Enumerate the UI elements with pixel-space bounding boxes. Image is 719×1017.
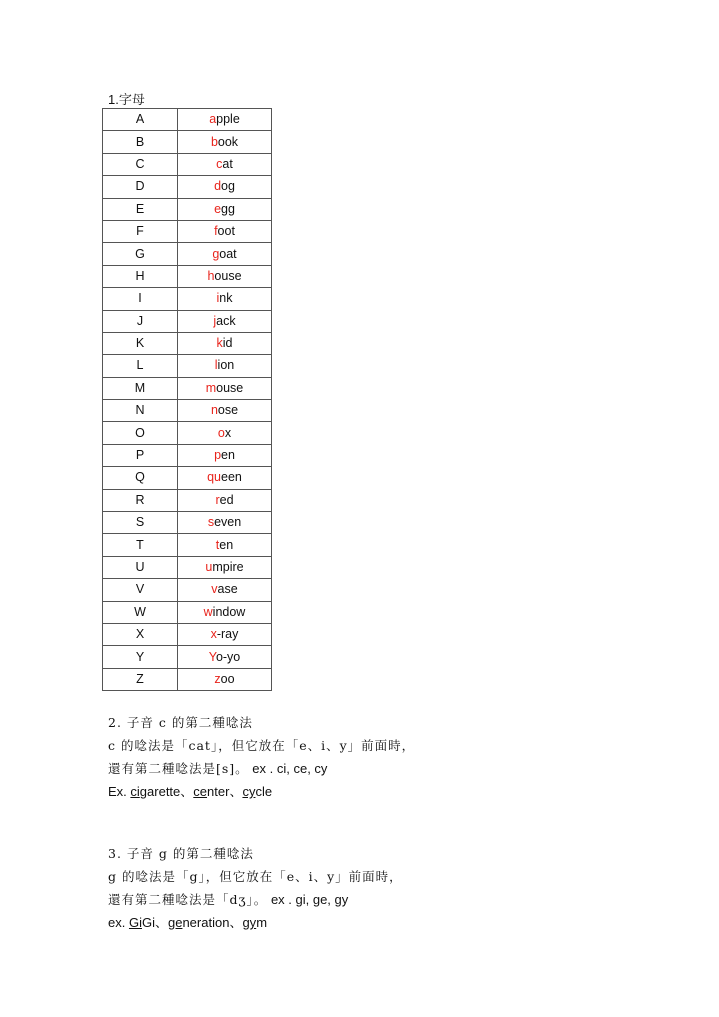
word-cell xyxy=(178,176,272,198)
word-rest: og xyxy=(221,179,235,194)
letter-cell: P xyxy=(103,444,178,466)
example-rest: cle xyxy=(255,784,273,799)
table-row xyxy=(103,489,272,511)
word-cell xyxy=(178,400,272,422)
section-g-line1: g 的唸法是「g」，但它放在「e、i、y」前面時， xyxy=(108,869,403,884)
word-initial: Y xyxy=(208,649,216,664)
word-initial: i xyxy=(216,291,220,306)
letter-cell: R xyxy=(103,489,178,511)
word-cell xyxy=(178,310,272,332)
section-c-line1: c 的唸法是「cat」，但它放在「e、i、y」前面時， xyxy=(108,738,416,753)
table-row xyxy=(103,556,272,578)
table-row xyxy=(103,176,272,198)
word-cell xyxy=(178,444,272,466)
section-c-line2-text: 還有第二種唸法是[s]。 xyxy=(108,761,249,776)
letter-cell: F xyxy=(103,220,178,242)
word-cell xyxy=(178,265,272,287)
word-cell xyxy=(178,288,272,310)
word-initial: j xyxy=(213,313,217,328)
letter-cell: A xyxy=(103,109,178,131)
word-cell xyxy=(178,131,272,153)
table-row xyxy=(103,332,272,354)
example-underline: ci xyxy=(130,784,140,799)
word-rest: ose xyxy=(217,403,239,418)
word-rest: ion xyxy=(217,358,235,373)
word-initial: qu xyxy=(207,470,222,485)
section-g-line2-text: 還有第二種唸法是「dʒ」。 xyxy=(108,892,268,907)
table-row xyxy=(103,579,272,601)
letter-cell: N xyxy=(103,400,178,422)
word-initial: u xyxy=(205,560,213,574)
word-rest: oo xyxy=(220,671,235,686)
word-cell xyxy=(178,646,272,668)
letter-cell: M xyxy=(103,377,178,399)
word-rest: -ray xyxy=(216,627,239,642)
word-initial: a xyxy=(209,112,217,127)
letter-cell: H xyxy=(103,265,178,287)
word-cell xyxy=(178,355,272,377)
word-rest: id xyxy=(222,336,233,351)
table-row xyxy=(103,355,272,377)
word-rest: oot xyxy=(217,224,235,239)
page-title: 1.字母 xyxy=(108,92,145,107)
word-cell xyxy=(178,220,272,242)
word-initial: f xyxy=(214,224,218,239)
example-rest: nter xyxy=(207,784,230,799)
word-rest: x xyxy=(224,425,232,440)
word-rest: mpire xyxy=(212,560,244,574)
word-initial: b xyxy=(210,134,218,149)
word-initial: m xyxy=(205,380,217,395)
example-rest: m xyxy=(256,915,268,930)
word-rest: pple xyxy=(216,112,240,127)
letter-cell: S xyxy=(103,512,178,534)
word-cell xyxy=(178,153,272,175)
word-cell xyxy=(178,332,272,354)
word-rest: ouse xyxy=(214,268,242,283)
word-initial: w xyxy=(203,604,213,619)
word-rest: o-yo xyxy=(215,649,241,664)
letter-cell: Q xyxy=(103,467,178,489)
word-initial: o xyxy=(217,425,225,440)
letter-cell: E xyxy=(103,198,178,220)
example-underline: cy xyxy=(242,784,256,799)
example-rest: garette xyxy=(139,784,181,799)
word-initial: g xyxy=(212,246,220,261)
section-g-heading: 3. 子音 g 的第二種唸法 xyxy=(108,846,254,861)
word-rest: even xyxy=(214,515,242,530)
word-rest: oat xyxy=(219,246,237,261)
word-cell xyxy=(178,198,272,220)
table-row xyxy=(103,377,272,399)
word-initial: e xyxy=(214,201,222,216)
word-cell xyxy=(178,109,272,131)
example-underline: ge xyxy=(167,915,183,930)
word-initial: p xyxy=(214,448,222,463)
word-cell xyxy=(178,623,272,645)
alphabet-table xyxy=(102,108,272,691)
section-g-line2 xyxy=(108,888,403,911)
word-cell xyxy=(178,668,272,690)
table-row xyxy=(103,534,272,556)
section-g xyxy=(108,842,403,934)
example-sep: 、 xyxy=(229,915,243,930)
word-cell xyxy=(178,534,272,556)
word-cell xyxy=(178,467,272,489)
word-initial: n xyxy=(210,403,218,418)
example-sep: 、 xyxy=(154,915,168,930)
table-row xyxy=(103,444,272,466)
word-rest: indow xyxy=(212,604,246,619)
section-c-line2-ex: ex . ci, ce, cy xyxy=(252,761,328,776)
letter-cell: U xyxy=(103,556,178,578)
word-initial: c xyxy=(216,156,223,171)
example-underline: gy xyxy=(242,915,257,930)
letter-cell: O xyxy=(103,422,178,444)
word-cell xyxy=(178,377,272,399)
word-initial: z xyxy=(214,671,221,686)
letter-cell: T xyxy=(103,534,178,556)
word-rest: at xyxy=(222,156,233,171)
section-g-line2-ex: ex . gi, ge, gy xyxy=(270,892,349,907)
letter-cell: B xyxy=(103,131,178,153)
table-row xyxy=(103,198,272,220)
example-rest: neration xyxy=(182,915,230,930)
table-row xyxy=(103,601,272,623)
table-row xyxy=(103,153,272,175)
example-rest: Gi xyxy=(141,915,155,930)
letter-cell: W xyxy=(103,601,178,623)
table-row xyxy=(103,265,272,287)
letter-cell: I xyxy=(103,288,178,310)
word-initial: t xyxy=(215,537,220,552)
table-row xyxy=(103,243,272,265)
table-row xyxy=(103,310,272,332)
table-row xyxy=(103,400,272,422)
example-underline: ce xyxy=(193,784,208,799)
section-c xyxy=(108,711,415,803)
word-rest: ack xyxy=(216,313,236,328)
word-cell xyxy=(178,556,272,578)
table-row xyxy=(103,623,272,645)
table-row xyxy=(103,422,272,444)
letter-cell: V xyxy=(103,579,178,601)
table-row xyxy=(103,646,272,668)
word-rest: en xyxy=(219,537,234,552)
letter-cell: Z xyxy=(103,668,178,690)
word-initial: k xyxy=(216,336,223,351)
section-c-line2 xyxy=(108,757,415,780)
word-rest: ook xyxy=(217,134,239,149)
letter-cell: K xyxy=(103,332,178,354)
word-rest: nk xyxy=(219,291,233,306)
word-cell xyxy=(178,489,272,511)
word-initial: d xyxy=(214,179,222,194)
word-rest: ouse xyxy=(216,380,244,395)
letter-cell: J xyxy=(103,310,178,332)
example-prefix: Ex. xyxy=(108,784,131,799)
letter-cell: X xyxy=(103,623,178,645)
word-cell xyxy=(178,243,272,265)
table-row xyxy=(103,512,272,534)
example-sep: 、 xyxy=(229,784,243,799)
table-row xyxy=(103,668,272,690)
table-row xyxy=(103,467,272,489)
word-rest: ase xyxy=(217,582,238,597)
word-initial: r xyxy=(215,492,220,507)
word-rest: gg xyxy=(221,201,235,216)
letter-cell: G xyxy=(103,243,178,265)
table-row xyxy=(103,220,272,242)
table-row xyxy=(103,131,272,153)
letter-cell: C xyxy=(103,153,178,175)
example-prefix: ex. xyxy=(108,915,129,930)
section-g-examples xyxy=(108,911,403,934)
example-sep: 、 xyxy=(180,784,194,799)
section-c-heading: 2. 子音 c 的第二種唸法 xyxy=(108,715,253,730)
word-initial: v xyxy=(211,582,218,597)
letter-cell: Y xyxy=(103,646,178,668)
word-rest: ed xyxy=(219,492,234,507)
section-c-examples xyxy=(108,780,415,803)
word-initial: x xyxy=(210,627,217,642)
word-initial: s xyxy=(207,515,215,530)
word-cell xyxy=(178,512,272,534)
word-cell xyxy=(178,579,272,601)
letter-cell: D xyxy=(103,176,178,198)
letter-cell: L xyxy=(103,355,178,377)
word-initial: h xyxy=(207,268,215,283)
word-cell xyxy=(178,422,272,444)
word-rest: een xyxy=(221,470,242,485)
table-row xyxy=(103,109,272,131)
table-row xyxy=(103,288,272,310)
word-initial: l xyxy=(214,358,218,373)
example-underline: Gi xyxy=(128,915,142,930)
word-rest: en xyxy=(221,448,235,463)
word-cell xyxy=(178,601,272,623)
